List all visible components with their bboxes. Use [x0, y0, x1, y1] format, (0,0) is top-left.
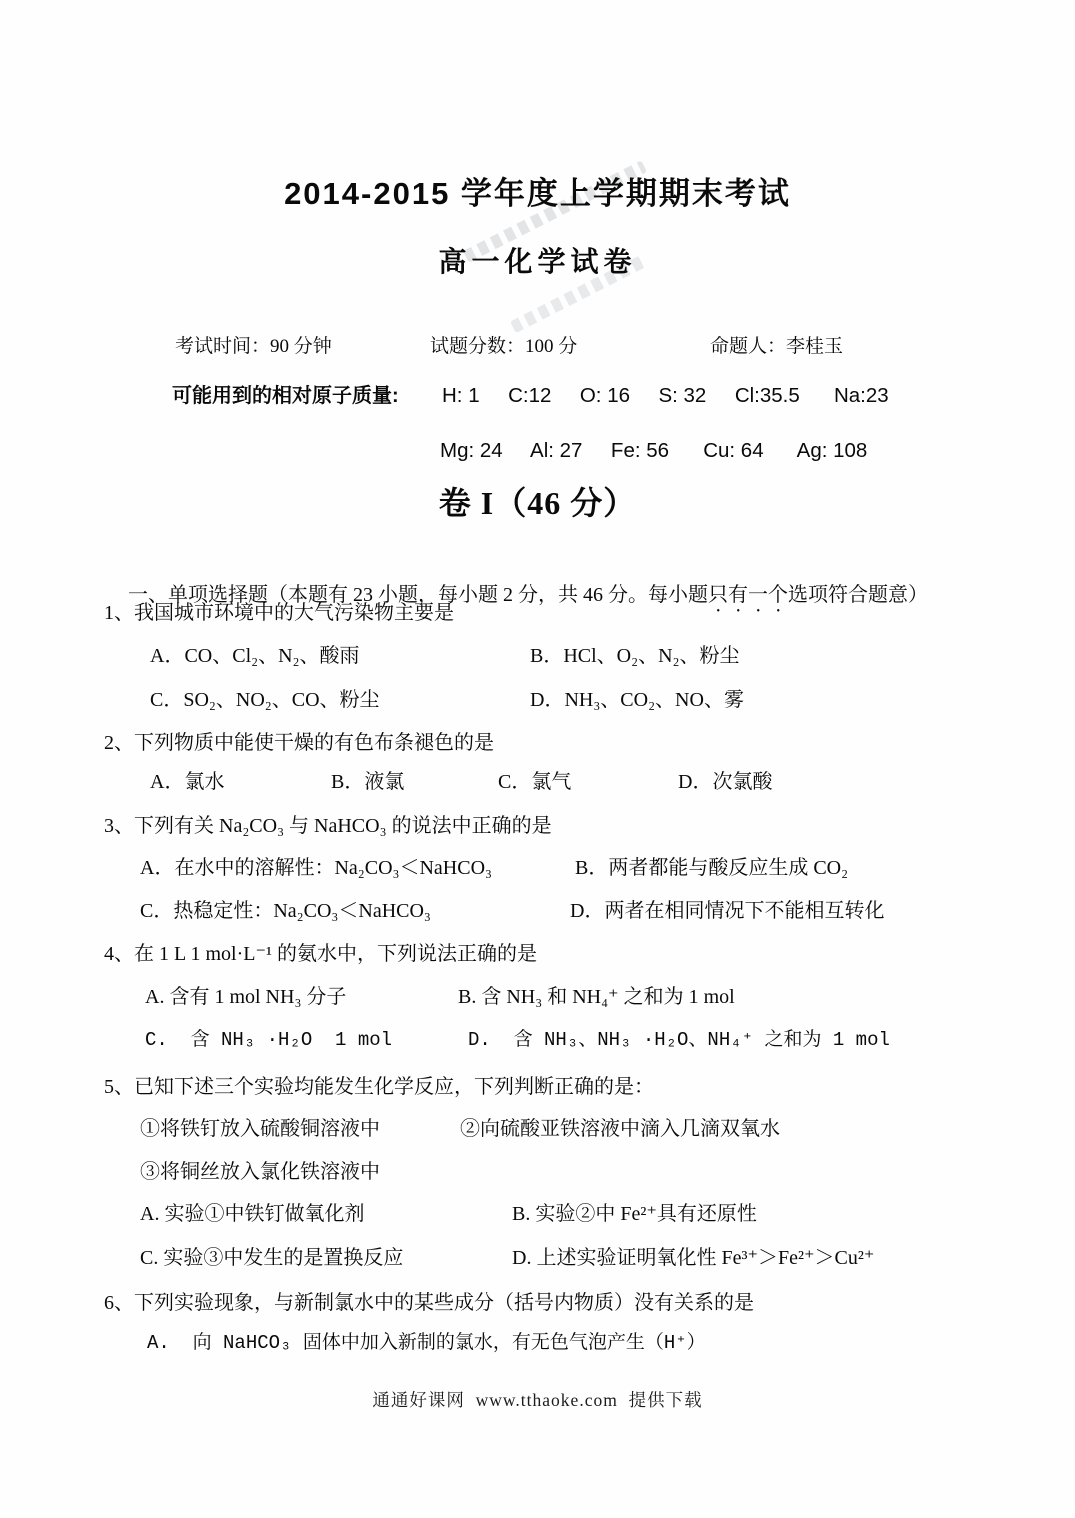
question-3-option-a: A．在水中的溶解性：Na₂CO₃＜NaHCO₃ — [140, 857, 493, 879]
question-1-stem: 1、我国城市环境中的大气污染物主要是 — [104, 602, 454, 624]
question-1-option-b: B．HCl、O₂、N₂、粉尘 — [530, 645, 740, 667]
question-3-option-d: D．两者在相同情况下不能相互转化 — [570, 900, 885, 922]
question-5-option-a: A. 实验①中铁钉做氧化剂 — [140, 1203, 365, 1225]
exam-title: 2014-2015 学年度上学期期末考试 — [284, 176, 791, 211]
question-5-option-b: B. 实验②中 Fe²⁺具有还原性 — [512, 1203, 757, 1225]
exam-author: 命题人：李桂玉 — [710, 336, 844, 357]
question-2-option-c: C．氯气 — [498, 771, 572, 793]
question-1-option-d: D．NH₃、CO₂、NO、雾 — [530, 689, 744, 711]
question-2-option-a: A．氯水 — [150, 771, 225, 793]
part-heading: 卷 I（46 分） — [438, 485, 637, 521]
question-6-option-a: A. 向 NaHCO₃ 固体中加入新制的氯水，有无色气泡产生（H⁺） — [147, 1332, 706, 1354]
question-4-option-d: D. 含 NH₃、NH₃ ·H₂O、NH₄⁺ 之和为 1 mol — [468, 1029, 890, 1051]
exam-score: 试题分数：100 分 — [430, 336, 578, 357]
page-footer: 通通好课网 www.tthaoke.com 提供下载 — [372, 1390, 703, 1410]
exam-subtitle: 高一化学试卷 — [438, 246, 637, 277]
question-5-stem: 5、已知下述三个实验均能发生化学反应，下列判断正确的是： — [104, 1076, 654, 1098]
question-3-option-c: C．热稳定性：Na₂CO₃＜NaHCO₃ — [140, 900, 431, 922]
section-heading — [108, 559, 928, 641]
section-heading-emphasis: 只有一个 — [708, 584, 788, 606]
section-heading-pre: 一、单项选择题（本题有 23 小题，每小题 2 分，共 46 分。每小题 — [128, 584, 708, 606]
question-4-option-c: C. 含 NH₃ ·H₂O 1 mol — [145, 1029, 393, 1051]
question-2-option-b: B．液氯 — [331, 771, 405, 793]
question-5-experiment-3: ③将铜丝放入氯化铁溶液中 — [140, 1161, 380, 1183]
question-4-stem: 4、在 1 L 1 mol·L⁻¹ 的氨水中，下列说法正确的是 — [104, 943, 538, 965]
question-5-option-d: D. 上述实验证明氧化性 Fe³⁺＞Fe²⁺＞Cu²⁺ — [512, 1247, 875, 1269]
question-1-option-a: A．CO、Cl₂、N₂、酸雨 — [150, 645, 360, 667]
question-3-stem: 3、下列有关 Na₂CO₃ 与 NaHCO₃ 的说法中正确的是 — [104, 815, 552, 837]
atomic-mass-label: 可能用到的相对原子质量: — [172, 385, 405, 407]
question-3-option-b: B．两者都能与酸反应生成 CO₂ — [575, 857, 849, 879]
question-4-option-a: A. 含有 1 mol NH₃ 分子 — [145, 986, 347, 1008]
atomic-mass-row-2: Mg: 24 Al: 27 Fe: 56 Cu: 64 Ag: 108 — [440, 439, 868, 462]
question-2-option-d: D．次氯酸 — [678, 771, 773, 793]
question-6-stem: 6、下列实验现象，与新制氯水中的某些成分（括号内物质）没有关系的是 — [104, 1292, 754, 1314]
section-heading-post: 选项符合题意） — [788, 584, 928, 606]
question-2-stem: 2、下列物质中能使干燥的有色布条褪色的是 — [104, 732, 494, 754]
question-5-option-c: C. 实验③中发生的是置换反应 — [140, 1247, 404, 1269]
question-1-option-c: C．SO₂、NO₂、CO、粉尘 — [150, 689, 380, 711]
question-4-option-b: B. 含 NH₃ 和 NH₄⁺ 之和为 1 mol — [458, 986, 735, 1008]
exam-time: 考试时间：90 分钟 — [175, 336, 332, 357]
question-5-experiment-1: ①将铁钉放入硫酸铜溶液中 — [140, 1118, 380, 1140]
atomic-mass-row-1: H: 1 C:12 O: 16 S: 32 Cl:35.5 Na:23 — [442, 384, 889, 407]
question-5-experiment-2: ②向硫酸亚铁溶液中滴入几滴双氧水 — [460, 1118, 780, 1140]
